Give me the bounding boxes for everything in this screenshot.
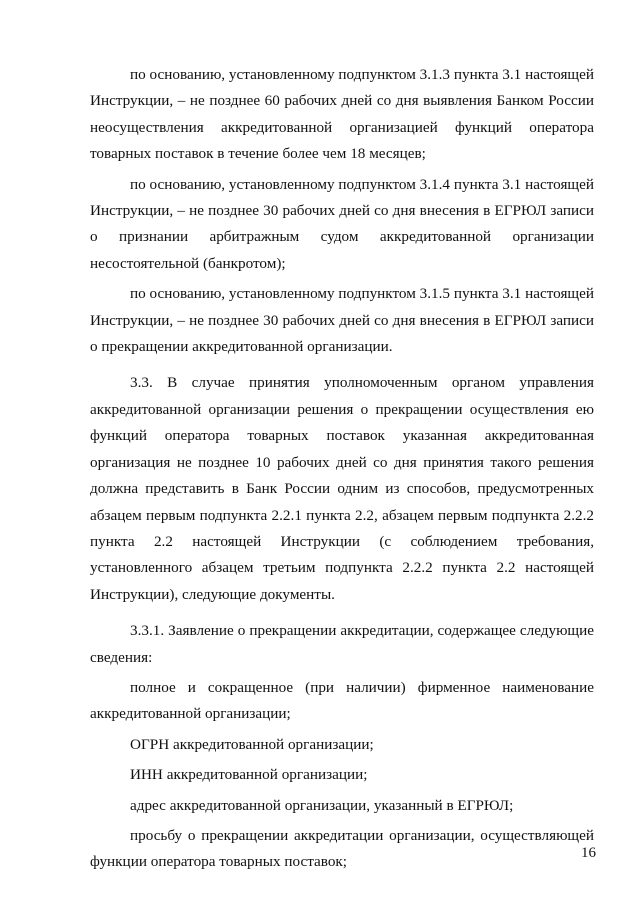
list-item-company-name: полное и сокращенное (при наличии) фирменное наименование аккредитованной организации; (90, 678, 594, 723)
paragraph-basis-3-1-4: по основанию, установленному подпунктом 3.1.4 пункта 3.1 настоящей Инструкции, – не позднее 30 рабочих дней со дня внесения в ЕГРЮЛ записи о признании арбитражным судом аккредитованной организации несостоятельной (банкротом); (90, 175, 594, 272)
paragraph-section-3-3: 3.3. В случае принятия уполномоченным органом управления аккредитованной организации решения о прекращении осуществления ею функций оператора товарных поставок указанная аккредитованная организация не позднее 10 рабочих дней со дня принятия такого решения должна представить в Банк России одним из способов, предусмотренных абзацем первым подпункта 2.2.1 пункта 2.2, абзацем первым подпункта 2.2.2 пункта 2.2 настоящей Инструкции (с соблюдением требования, установленного абзацем третьим подпункта 2.2.2 пункта 2.2 настоящей Инструкции), следующие документы. (90, 374, 594, 603)
page-number: 16 (581, 845, 596, 861)
list-item-ogrn: ОГРН аккредитованной организации; (130, 735, 374, 753)
document-body (90, 62, 594, 880)
paragraph-basis-3-1-3: по основанию, установленному подпунктом 3.1.3 пункта 3.1 настоящей Инструкции, – не позднее 60 рабочих дней со дня выявления Банком России неосуществления аккредитованной организацией функций оператора товарных поставок в течение более чем 18 месяцев; (90, 66, 594, 163)
list-item-termination-request: просьбу о прекращении аккредитации организации, осуществляющей функции оператора товарных поставок; (90, 826, 594, 871)
paragraph-basis-3-1-5: по основанию, установленному подпунктом 3.1.5 пункта 3.1 настоящей Инструкции, – не позднее 30 рабочих дней со дня внесения в ЕГРЮЛ записи о прекращении аккредитованной организации. (90, 285, 594, 356)
list-item-address: адрес аккредитованной организации, указанный в ЕГРЮЛ; (130, 796, 514, 814)
paragraph-section-3-3-1: 3.3.1. Заявление о прекращении аккредитации, содержащее следующие сведения: (90, 622, 594, 666)
list-item-inn: ИНН аккредитованной организации; (130, 766, 368, 784)
